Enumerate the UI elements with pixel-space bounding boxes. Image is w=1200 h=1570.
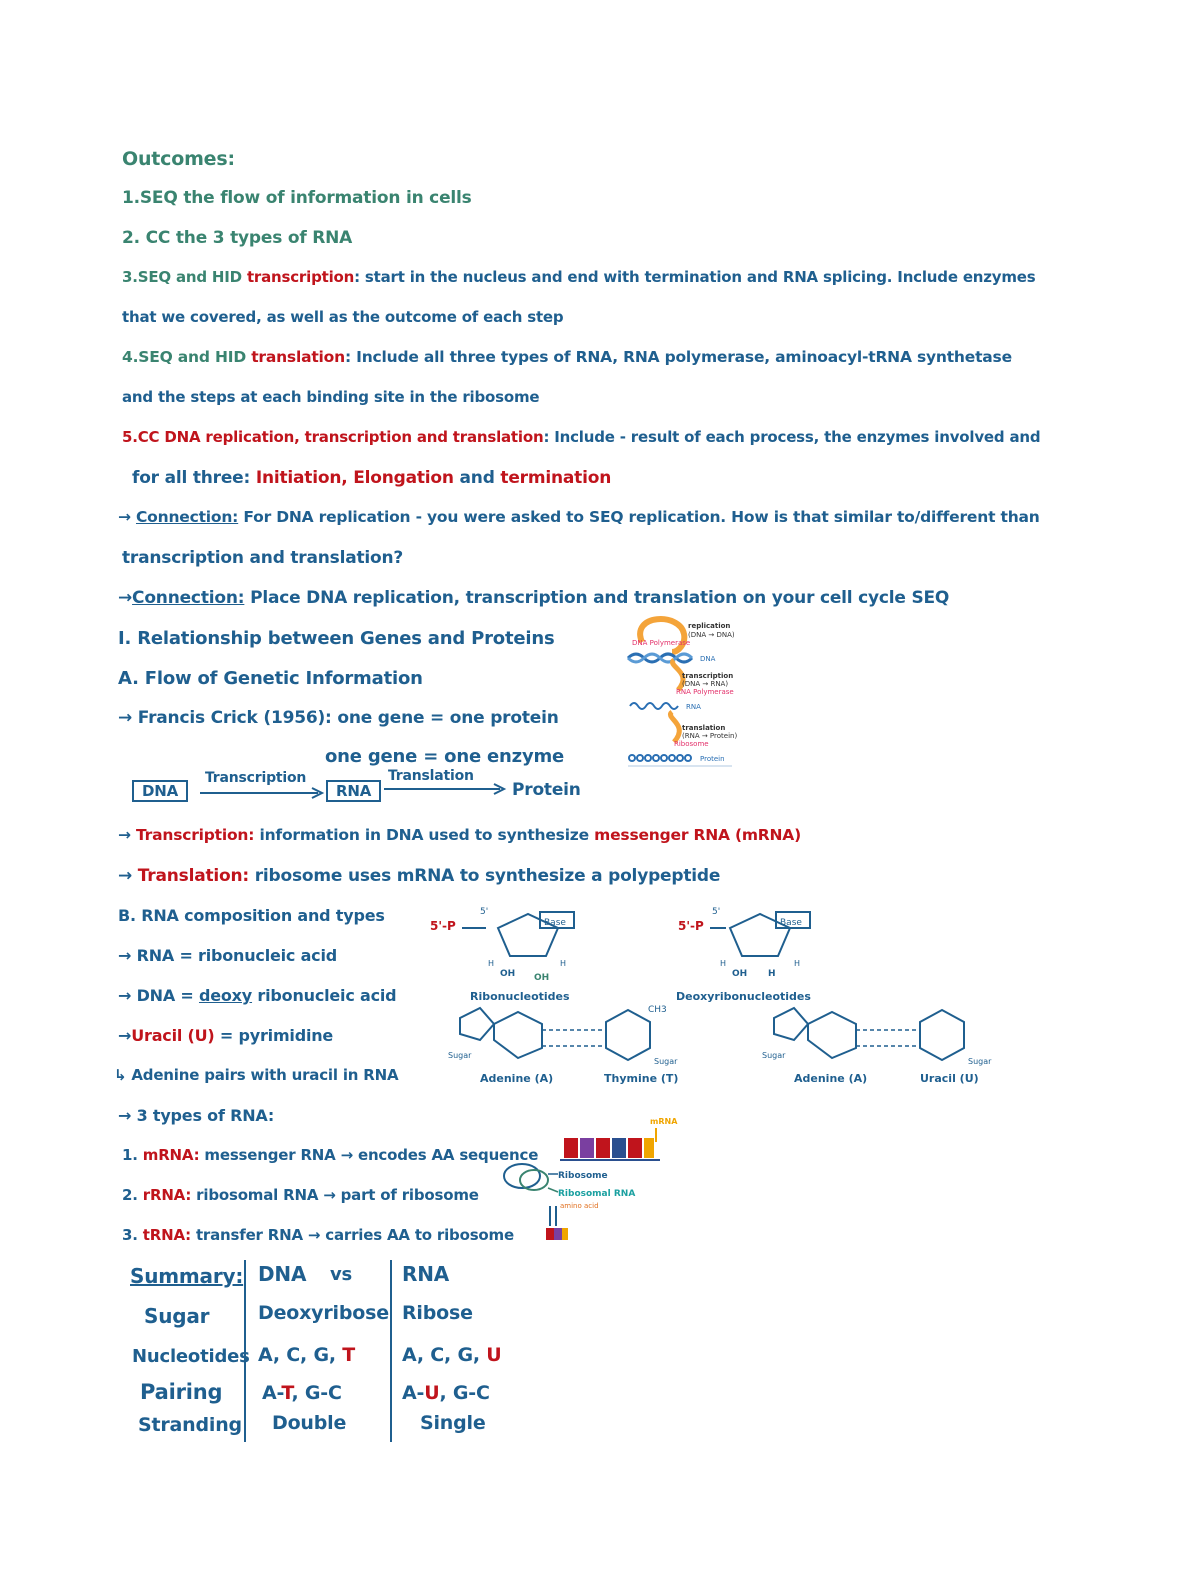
pairing-dna-gc: , G-C xyxy=(291,1382,342,1404)
type-3-num: 3. xyxy=(122,1226,143,1244)
pairing-rna-u: U xyxy=(424,1382,440,1404)
adenine-line: ↳ Adenine pairs with uracil in RNA xyxy=(114,1066,399,1084)
type-2 xyxy=(122,1186,479,1204)
dna-definition xyxy=(118,986,396,1005)
adenine-a-six-ring xyxy=(494,1012,542,1058)
rna-box xyxy=(326,780,381,802)
transcription-text-d: transcription xyxy=(682,672,734,680)
dna-polymerase-text: DNA Polymerase xyxy=(632,639,691,647)
connection-2 xyxy=(118,588,949,608)
connection-1-cont: transcription and translation? xyxy=(122,548,404,568)
trna-anticodon-1 xyxy=(546,1228,554,1240)
translation-curve xyxy=(670,712,679,742)
outcome-4-key: translation xyxy=(251,348,345,366)
outcome-5-rest: : Include - result of each process, the enzymes involved and xyxy=(543,428,1041,446)
summary-row-sugar-dna: Deoxyribose xyxy=(258,1302,389,1324)
pairing-rna-gc: , G-C xyxy=(439,1382,490,1404)
transcription-label: Transcription xyxy=(205,770,307,786)
outcome-3-key: transcription xyxy=(246,268,355,286)
transcription-sub: (DNA → RNA) xyxy=(682,680,729,688)
protein-chain xyxy=(629,755,691,761)
ribo-h-2: H xyxy=(560,959,567,968)
connection-1 xyxy=(118,508,1040,526)
connection-2-text: Place DNA replication, transcription and translation on your cell cycle SEQ xyxy=(244,588,950,608)
summary-row-sugar-rna: Ribose xyxy=(402,1302,473,1324)
outcome-5-cont-a: for all three: xyxy=(132,468,256,488)
nucleotides-rna-a: A, C, G, xyxy=(402,1344,487,1366)
transcription-arrow-glyph: → xyxy=(118,826,136,844)
ribo-h-1: H xyxy=(488,959,495,968)
outcome-3-rest: : start in the nucleus and end with termination and RNA splicing. Include enzymes xyxy=(354,268,1036,286)
codon-3 xyxy=(596,1138,610,1158)
connection-1-arrow: → xyxy=(118,508,136,526)
summary-vs: vs xyxy=(330,1264,353,1285)
ribosomal-rna-label: Ribosomal RNA xyxy=(558,1189,636,1199)
translation-label: Translation xyxy=(388,768,474,784)
trna-anticodon-3 xyxy=(562,1228,568,1240)
deoxy-h-2: H xyxy=(794,959,801,968)
outcome-4-prefix: 4.SEQ and HID xyxy=(122,348,252,366)
outcome-5 xyxy=(122,428,1040,446)
uracil-text: = pyrimidine xyxy=(214,1026,334,1045)
rna-definition: → RNA = ribonucleic acid xyxy=(118,946,337,965)
type-1 xyxy=(122,1146,538,1164)
trna-anticodon-2 xyxy=(554,1228,562,1240)
summary-row-nucleotides-rna xyxy=(402,1344,502,1366)
outcome-5-cont xyxy=(132,468,611,488)
replication-text: replication xyxy=(688,622,731,630)
outcome-4 xyxy=(122,348,1012,366)
protein-label: Protein xyxy=(512,780,581,800)
nucleotides-dna-a: A, C, G, xyxy=(258,1344,343,1366)
outcome-5-cont-c: and xyxy=(453,468,501,488)
uracil-term: Uracil (U) xyxy=(131,1026,215,1045)
type-1-key: mRNA: xyxy=(142,1146,200,1164)
dna-text: DNA xyxy=(700,655,716,663)
translation-def xyxy=(118,866,720,886)
types-heading: → 3 types of RNA: xyxy=(118,1106,275,1125)
outcome-3-prefix: 3.SEQ and HID xyxy=(122,268,247,286)
transcription-arrow xyxy=(198,786,328,800)
deoxy-h-3: H xyxy=(768,969,776,979)
rna-polymerase-text: RNA Polymerase xyxy=(676,688,734,696)
uracil-arrow: → xyxy=(118,1026,132,1045)
codon-5 xyxy=(628,1138,642,1158)
thymine-sugar: Sugar xyxy=(654,1057,678,1066)
translation-sub: (RNA → Protein) xyxy=(682,732,738,740)
codon-1 xyxy=(564,1138,578,1158)
section-a-heading: A. Flow of Genetic Information xyxy=(118,668,423,689)
amino-acid-label: amino acid xyxy=(560,1202,599,1210)
dna-box xyxy=(132,780,188,802)
dna-def-deoxy: deoxy xyxy=(198,986,253,1005)
transcription-def xyxy=(118,826,801,844)
pairing-rna-a: A- xyxy=(402,1382,425,1404)
transcription-term: Transcription: xyxy=(135,826,255,844)
summary-col-rna: RNA xyxy=(402,1262,450,1286)
deoxyribonucleotides-label: Deoxyribonucleotides xyxy=(676,990,811,1003)
summary-col-dna: DNA xyxy=(258,1262,307,1286)
ribo-oh-2: OH xyxy=(534,973,550,983)
uracil-label: Uracil (U) xyxy=(920,1072,979,1085)
type-1-text: messenger RNA → encodes AA sequence xyxy=(199,1146,539,1164)
section-b-heading: B. RNA composition and types xyxy=(118,906,385,925)
ribo-base: Base xyxy=(544,918,566,928)
summary-row-stranding-dna: Double xyxy=(272,1412,347,1434)
summary-row-stranding-label: Stranding xyxy=(138,1414,242,1436)
adenine-a-label: Adenine (A) xyxy=(480,1072,554,1085)
deoxy-base: Base xyxy=(780,918,802,928)
adenine-a-five-ring xyxy=(460,1008,494,1040)
outcome-4-cont: and the steps at each binding site in the ribosome xyxy=(122,388,540,406)
summary-title: Summary: xyxy=(130,1264,244,1288)
connection-1-label: Connection: xyxy=(135,508,239,526)
summary-row-sugar-label: Sugar xyxy=(144,1304,210,1328)
codon-2 xyxy=(580,1138,594,1158)
outcome-4-rest: : Include all three types of RNA, RNA polymerase, aminoacyl-tRNA synthetase xyxy=(344,348,1012,366)
outcome-5-prefix: 5.CC xyxy=(122,428,165,446)
pairing-dna-a: A- xyxy=(262,1382,282,1404)
type-2-num: 2. xyxy=(122,1186,143,1204)
protein-text-d: Protein xyxy=(700,755,725,763)
adenine-b-label: Adenine (A) xyxy=(794,1072,868,1085)
type-3-key: tRNA: xyxy=(142,1226,191,1244)
type-3 xyxy=(122,1226,514,1244)
uracil-ring xyxy=(920,1010,964,1060)
ribo-oh-3: OH xyxy=(500,969,516,979)
adenine-b-sugar: Sugar xyxy=(762,1051,786,1060)
section-1-heading: I. Relationship between Genes and Proteins xyxy=(118,628,555,649)
rna-strand xyxy=(630,703,678,709)
replication-loop xyxy=(640,619,684,652)
rna-text: RNA xyxy=(686,703,701,711)
outcome-5-key: DNA replication, transcription and translation xyxy=(164,428,544,446)
type-3-text: transfer RNA → carries AA to ribosome xyxy=(190,1226,514,1244)
trna-stem xyxy=(550,1206,556,1226)
deoxy-h-1: H xyxy=(720,959,727,968)
ribo-five: 5' xyxy=(480,907,489,917)
adenine-b-five-ring xyxy=(774,1008,808,1040)
uracil-line xyxy=(118,1026,333,1045)
translation-text: ribosome uses mRNA to synthesize a polypeptide xyxy=(249,866,721,886)
flow-diagram xyxy=(620,612,770,772)
codon-6 xyxy=(644,1138,654,1158)
summary-row-pairing-dna xyxy=(262,1382,342,1404)
ribosome-subunit-2 xyxy=(520,1170,548,1190)
deoxy-oh: OH xyxy=(732,969,748,979)
transcription-text: information in DNA used to synthesize xyxy=(254,826,595,844)
deoxy-phosphate: 5'-P xyxy=(678,919,704,933)
thymine-ch3: CH3 xyxy=(648,1005,667,1015)
dna-box-label: DNA xyxy=(132,780,188,802)
nucleotides-rna-u: U xyxy=(486,1344,502,1366)
type-2-text: ribosomal RNA → part of ribosome xyxy=(191,1186,479,1204)
ribosome-label: Ribosome xyxy=(558,1171,608,1181)
summary-row-nucleotides-dna xyxy=(258,1344,355,1366)
enzyme-line: one gene = one enzyme xyxy=(325,746,565,767)
type-2-key: rRNA: xyxy=(142,1186,192,1204)
adenine-b-six-ring xyxy=(808,1012,856,1058)
outcome-5-cont-b: Initiation, Elongation xyxy=(255,468,454,488)
summary-divider-right xyxy=(390,1260,392,1442)
translation-term: Translation: xyxy=(137,866,250,886)
ribonucleotides-label: Ribonucleotides xyxy=(470,990,570,1003)
nucleotide-structures xyxy=(428,900,1028,1100)
connection-1-text: For DNA replication - you were asked to SEQ replication. How is that similar to/different than xyxy=(238,508,1040,526)
adenine-a-sugar: Sugar xyxy=(448,1051,472,1060)
dna-def-a: → DNA = xyxy=(118,986,199,1005)
translation-text-d: translation xyxy=(682,724,726,732)
thymine-label: Thymine (T) xyxy=(604,1072,679,1085)
pairing-dna-t: T xyxy=(281,1382,292,1404)
outcomes-heading: Outcomes: xyxy=(122,148,235,170)
translation-arrow-glyph: → xyxy=(118,866,138,886)
summary-row-stranding-rna: Single xyxy=(420,1412,486,1434)
deoxy-five: 5' xyxy=(712,907,721,917)
outcome-1: 1.SEQ the flow of information in cells xyxy=(122,188,472,208)
outcome-3 xyxy=(122,268,1036,286)
codon-4 xyxy=(612,1138,626,1158)
mrna-label: mRNA xyxy=(650,1117,678,1126)
crick-line: → Francis Crick (1956): one gene = one protein xyxy=(118,708,559,728)
ribosomal-rna-pointer xyxy=(548,1188,558,1192)
nucleotides-dna-t: T xyxy=(342,1344,356,1366)
connection-2-label: Connection: xyxy=(132,588,245,608)
thymine-ring xyxy=(606,1010,650,1060)
translation-arrow xyxy=(382,782,512,796)
summary-row-nucleotides-label: Nucleotides xyxy=(132,1346,250,1367)
outcome-5-cont-d: termination xyxy=(500,468,612,488)
ribosome-diagram xyxy=(500,1108,678,1248)
uracil-sugar: Sugar xyxy=(968,1057,992,1066)
ribo-phosphate: 5'-P xyxy=(430,919,456,933)
dna-def-c: ribonucleic acid xyxy=(252,986,397,1005)
connection-2-arrow: → xyxy=(118,588,133,608)
replication-sub: (DNA → DNA) xyxy=(688,631,735,639)
ribosome-text: Ribosome xyxy=(674,740,709,748)
outcome-3-cont: that we covered, as well as the outcome of each step xyxy=(122,308,564,326)
outcome-2: 2. CC the 3 types of RNA xyxy=(122,228,353,248)
summary-row-pairing-label: Pairing xyxy=(140,1380,223,1404)
transcription-mrna: messenger RNA (mRNA) xyxy=(594,826,801,844)
type-1-num: 1. xyxy=(122,1146,143,1164)
rna-box-label: RNA xyxy=(326,780,381,802)
summary-row-pairing-rna xyxy=(402,1382,490,1404)
